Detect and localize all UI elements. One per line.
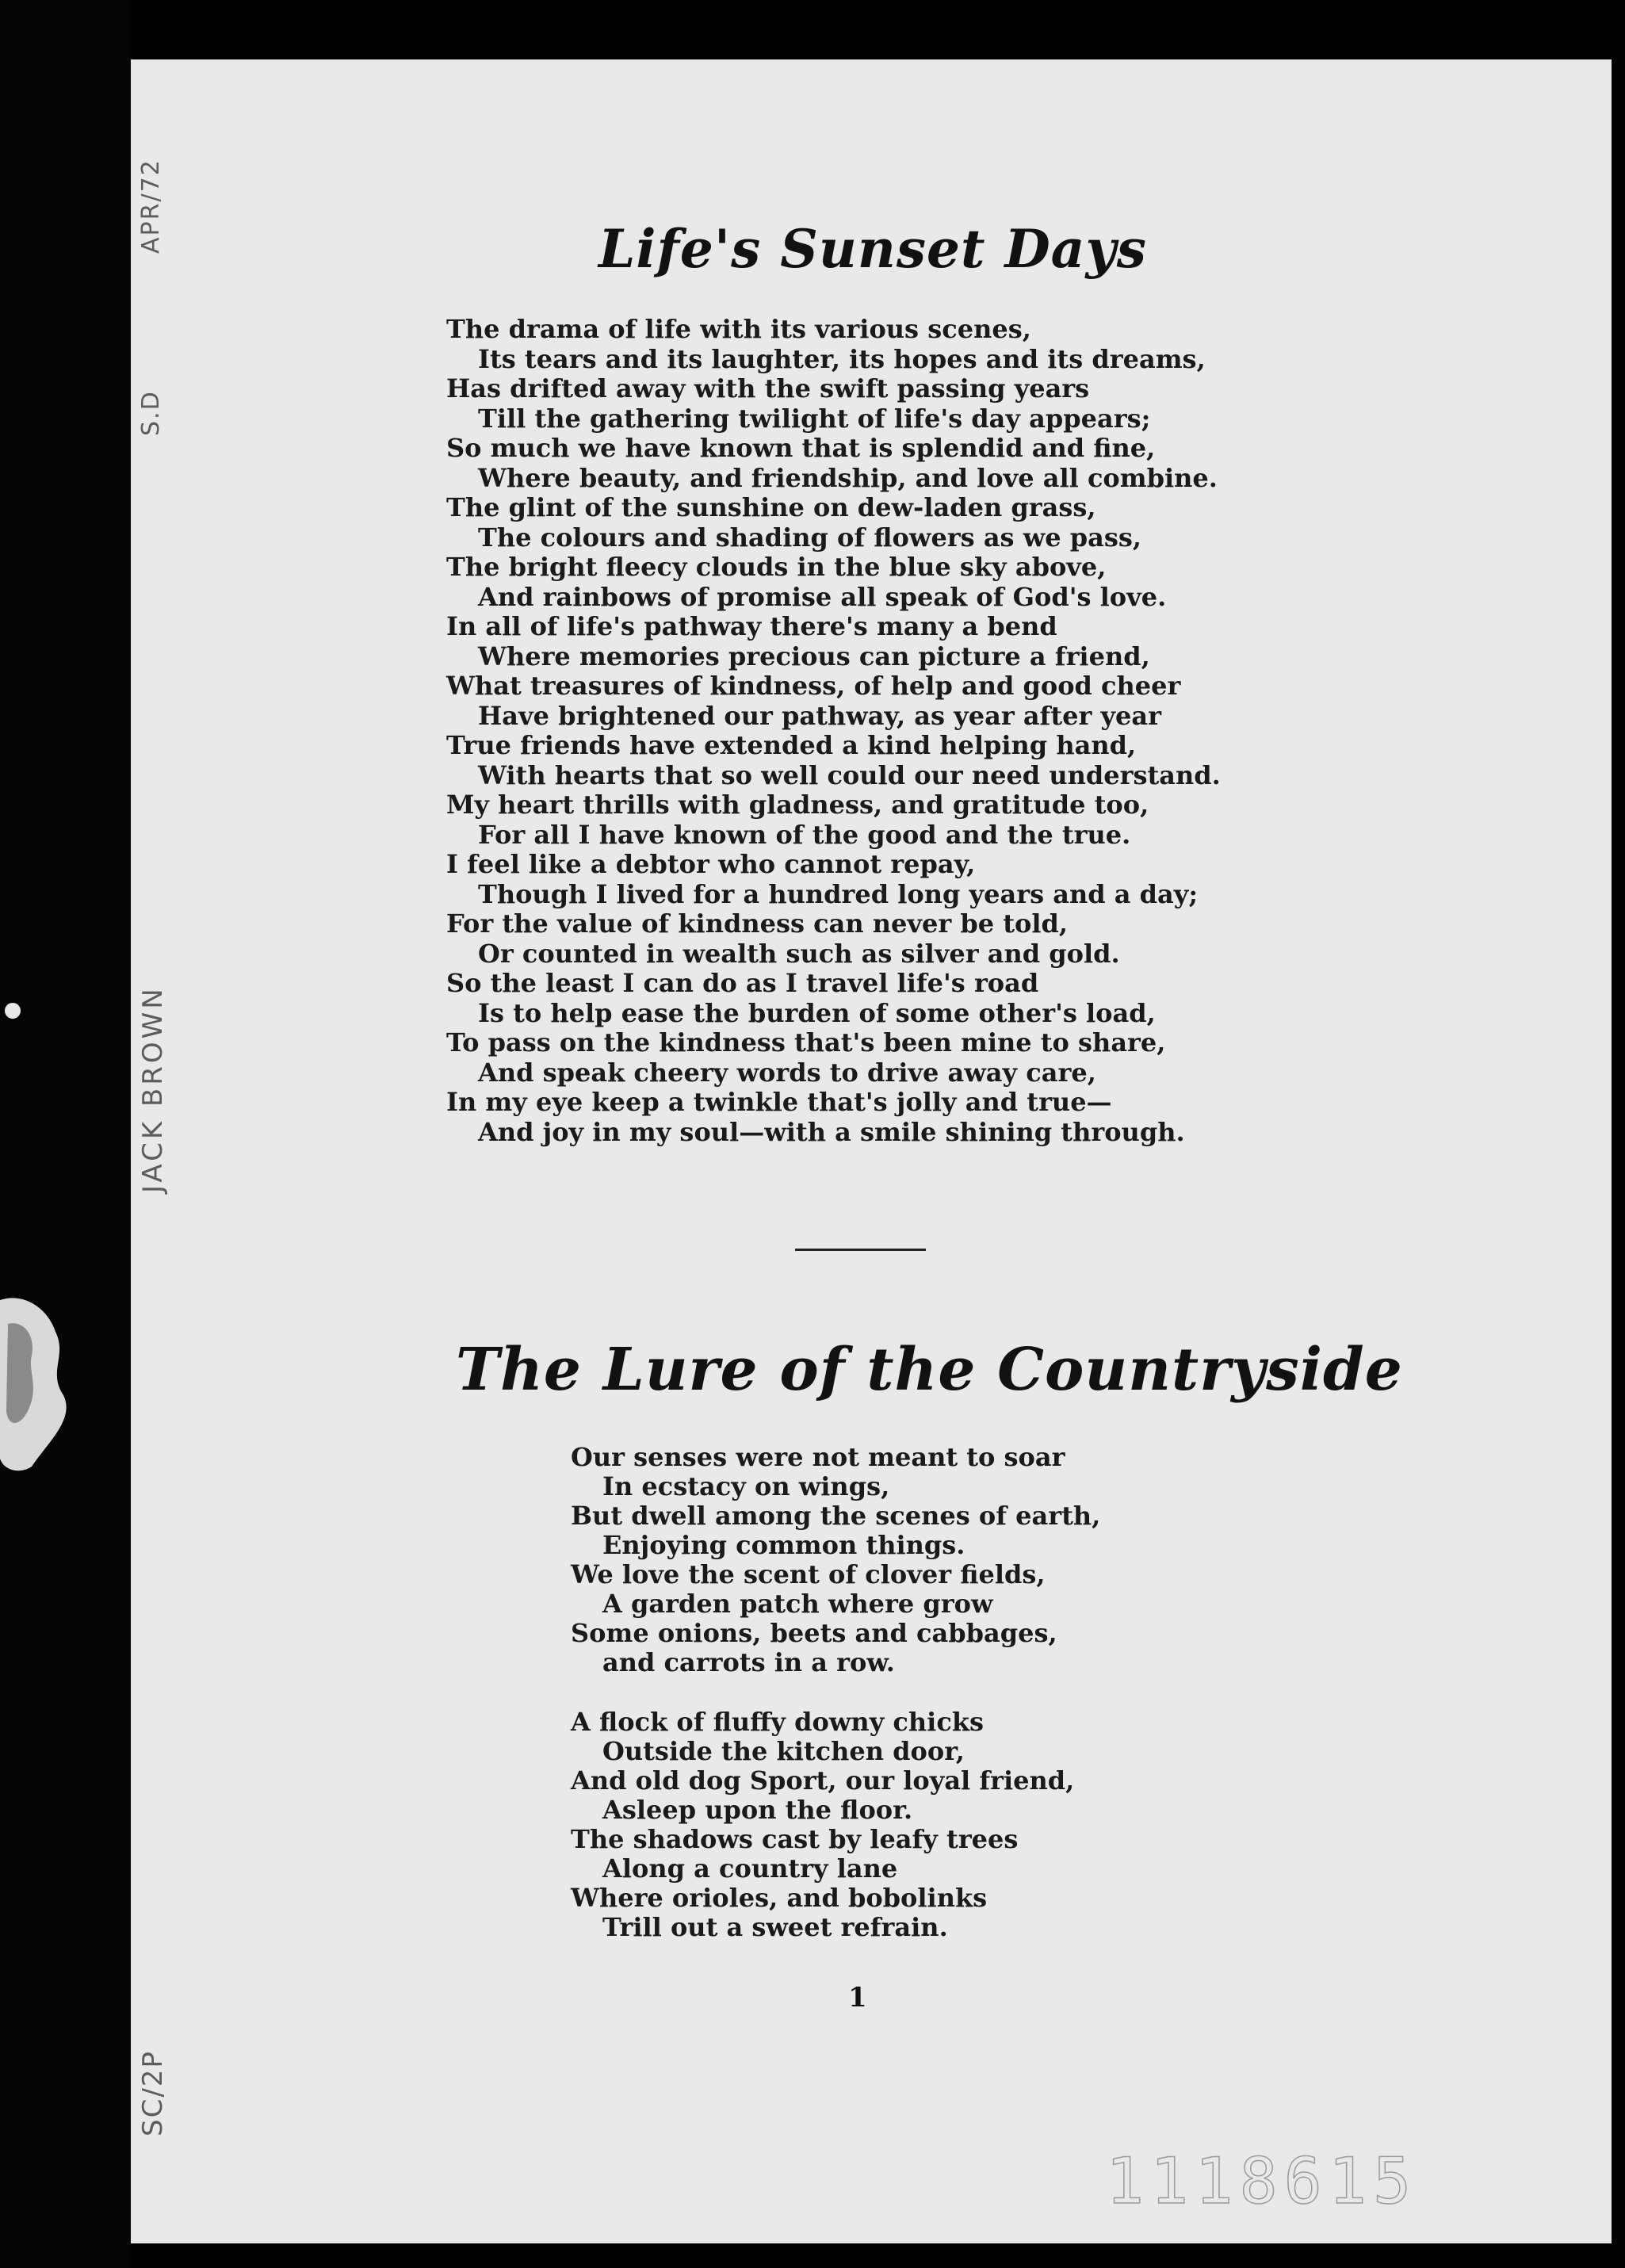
poem-line: The colours and shading of flowers as we pass, xyxy=(478,522,1142,553)
poem-stanza xyxy=(571,1443,1100,1677)
scan-margin xyxy=(0,0,131,2268)
poem-line: So much we have known that is splendid and fine, xyxy=(446,433,1156,463)
margin-note-name: JACK BROWN xyxy=(137,985,169,1193)
margin-note-code: S.D xyxy=(137,390,165,436)
poem-line: Trill out a sweet refrain. xyxy=(602,1912,948,1942)
page-number: 1 xyxy=(848,1982,867,2014)
poem-line: Though I lived for a hundred long years and a day; xyxy=(478,878,1199,909)
poem-line: The glint of the sunshine on dew-laden grass, xyxy=(446,492,1096,522)
poem-line: Our senses were not meant to soar xyxy=(571,1442,1065,1472)
scan-speck xyxy=(5,1003,21,1019)
poem-line: What treasures of kindness, of help and good cheer xyxy=(446,671,1181,701)
poem-line: The shadows cast by leafy trees xyxy=(571,1824,1019,1854)
poem-line: A garden patch where grow xyxy=(602,1589,993,1619)
poem-line: Enjoying common things. xyxy=(602,1530,965,1560)
section-divider xyxy=(795,1249,926,1251)
poem-line: In all of life's pathway there's many a bend xyxy=(446,611,1057,641)
poem-line: And rainbows of promise all speak of God's love. xyxy=(478,581,1167,612)
poem-line: With hearts that so well could our need understand. xyxy=(478,759,1221,790)
poem-line: Where orioles, and bobolinks xyxy=(571,1883,988,1913)
archive-stamp-number: 1118615 xyxy=(1106,2144,1418,2218)
poem-body-sunset xyxy=(446,315,1221,1147)
poem-line: Is to help ease the burden of some other's load, xyxy=(478,997,1156,1028)
poem-body-countryside xyxy=(571,1443,1100,1942)
poem-line: For all I have known of the good and the true. xyxy=(478,819,1131,850)
poem-line: Have brightened our pathway, as year after year xyxy=(478,700,1161,731)
margin-note-ref: SC/2P xyxy=(137,2050,169,2136)
poem-title-sunset: Life's Sunset Days xyxy=(598,218,1147,280)
poem-line: True friends have extended a kind helping hand, xyxy=(446,730,1137,760)
poem-line: We love the scent of clover fields, xyxy=(571,1559,1046,1589)
poem-line: In ecstacy on wings, xyxy=(602,1471,890,1501)
margin-note-date: APR/72 xyxy=(137,159,165,254)
poem-line: Till the gathering twilight of life's day appears; xyxy=(478,403,1151,434)
poem-line: Where beauty, and friendship, and love all combine. xyxy=(478,462,1218,493)
document-page xyxy=(131,59,1612,2243)
poem-line: Has drifted away with the swift passing years xyxy=(446,373,1090,403)
poem-line: I feel like a debtor who cannot repay, xyxy=(446,849,976,879)
poem-line: Along a country lane xyxy=(602,1853,898,1884)
poem-line: The bright fleecy clouds in the blue sky above, xyxy=(446,552,1107,582)
poem-title-countryside: The Lure of the Countryside xyxy=(456,1336,1403,1404)
poem-line: Or counted in wealth such as silver and gold. xyxy=(478,938,1120,969)
poem-line: Asleep upon the floor. xyxy=(602,1795,913,1825)
poem-line: Where memories precious can picture a friend, xyxy=(478,641,1150,671)
poem-line: Outside the kitchen door, xyxy=(602,1736,965,1766)
poem-line: To pass on the kindness that's been mine to share, xyxy=(446,1027,1166,1058)
poem-line: In my eye keep a twinkle that's jolly and true— xyxy=(446,1087,1112,1117)
poem-line: My heart thrills with gladness, and gratitude too, xyxy=(446,790,1149,820)
poem-line: The drama of life with its various scenes, xyxy=(446,314,1031,344)
poem-line: But dwell among the scenes of earth, xyxy=(571,1501,1101,1531)
ink-blot xyxy=(0,1292,71,1474)
poem-stanza xyxy=(571,1708,1100,1942)
poem-stanza xyxy=(446,315,1221,1147)
poem-line: And old dog Sport, our loyal friend, xyxy=(571,1765,1075,1796)
poem-line: A flock of fluffy downy chicks xyxy=(571,1707,984,1737)
poem-line: And speak cheery words to drive away care, xyxy=(478,1057,1096,1088)
poem-line: and carrots in a row. xyxy=(602,1647,895,1677)
poem-line: Some onions, beets and cabbages, xyxy=(571,1618,1057,1648)
poem-line: And joy in my soul—with a smile shining through. xyxy=(478,1116,1185,1147)
poem-line: Its tears and its laughter, its hopes and its dreams, xyxy=(478,343,1206,374)
poem-line: For the value of kindness can never be told, xyxy=(446,908,1068,939)
poem-line: So the least I can do as I travel life's road xyxy=(446,968,1039,998)
